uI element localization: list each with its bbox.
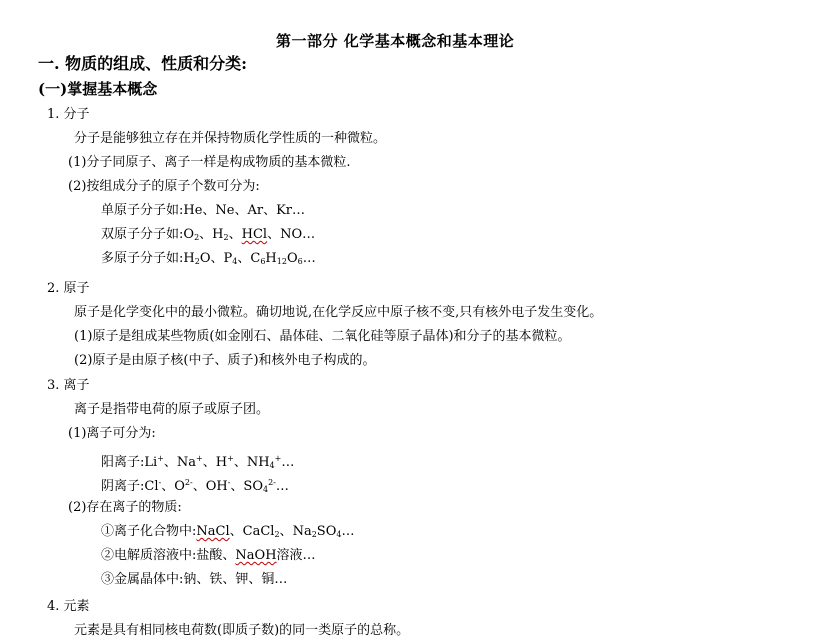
section-1-title: 1. 分子 (47, 107, 90, 122)
page-title: 第一部分 化学基本概念和基本理论 (276, 32, 515, 50)
section-3-title: 3. 离子 (47, 378, 90, 393)
naoh-formula: NaOH (235, 548, 277, 563)
anion-list: 阴离子:Cl-、$O^{2-}$、OH-、$SO_4^{2-}\dots$ (101, 478, 289, 494)
monatomic-items: He、Ne、Ar、Kr… (183, 203, 306, 218)
section-1-definition: 分子是能够独立存在并保持物质化学性质的一种微粒。 (74, 131, 387, 146)
section-2-point-1: (1)原子是组成某些物质(如金刚石、晶体硅、二氧化硅等原子晶体)和分子的基本微粒。 (74, 329, 571, 344)
ionic-compound-example: ①离子化合物中:NaCl、CaCl$_2$、$Na_2SO_4\dots$ (101, 524, 355, 539)
nacl-formula: NaCl (196, 524, 230, 539)
monatomic-label: 单原子分子如: (101, 203, 184, 218)
heading-2: (一)掌握基本概念 (38, 80, 158, 98)
heading-1: 一. 物质的组成、性质和分类: (38, 54, 248, 73)
cation-label: 阳离子: (101, 455, 145, 470)
section-3-point-1: (1)离子可分为: (68, 426, 156, 441)
section-1-point-2: (2)按组成分子的原子个数可分为: (68, 179, 260, 194)
section-4-definition: 元素是具有相同核电荷数(即质子数)的同一类原子的总称。 (74, 623, 410, 638)
ionic-compound-label: ①离子化合物中: (101, 524, 197, 539)
polyatomic-label: 多原子分子如: (101, 251, 184, 266)
electrolyte-example: ②电解质溶液中:盐酸、NaOH溶液… (101, 548, 316, 563)
cation-list: 阳离子:Li+、Na+、H+、$NH_4^+\dots$ (101, 454, 295, 470)
hcl-formula: HCl (241, 227, 268, 242)
section-2-point-2: (2)原子是由原子核(中子、质子)和核外电子构成的。 (74, 353, 376, 368)
electrolyte-label: ②电解质溶液中: (101, 548, 197, 563)
section-2-definition: 原子是化学变化中的最小微粒。确切地说,在化学反应中原子核不变,只有核外电子发生变化。 (74, 305, 603, 320)
section-3-point-2: (2)存在离子的物质: (68, 500, 182, 515)
section-1-point-1: (1)分子同原子、离子一样是构成物质的基本微粒. (68, 155, 351, 170)
diatomic-example: 双原子分子如$:O_2$、$H_2$、HCl、NO… (101, 227, 316, 242)
monatomic-example (101, 200, 305, 222)
section-3-definition: 离子是指带电荷的原子或原子团。 (74, 402, 270, 417)
anion-label: 阴离子: (101, 479, 145, 494)
diatomic-label: 双原子分子如: (101, 227, 184, 242)
polyatomic-example: 多原子分子如$:H_2O$、$P_4$、$C_6H_{12}O_6\dots$ (101, 251, 316, 266)
metal-crystal-example: ③金属晶体中:钠、铁、钾、铜… (101, 572, 288, 587)
section-4-title: 4. 元素 (47, 599, 90, 614)
section-2-title: 2. 原子 (47, 281, 90, 296)
